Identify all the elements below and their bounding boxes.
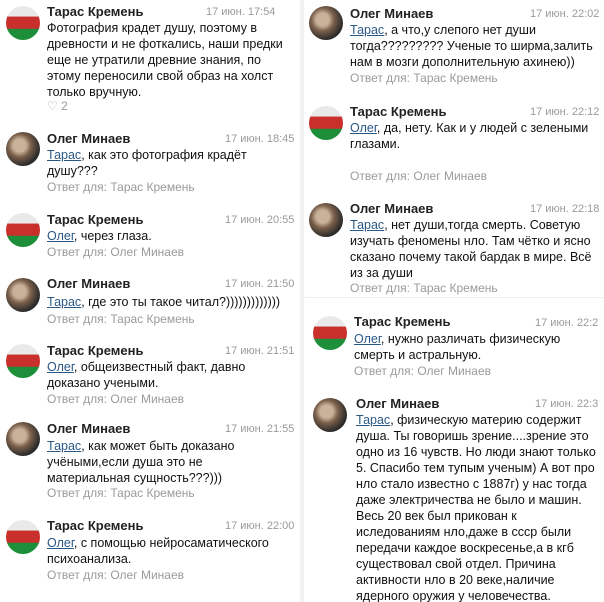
comment-text: Фотография крадет душу, поэтому в древности и не фоткались, наши предки еще не утратили древние знания, по этому переносили свой образ на холст только вручную. (47, 21, 283, 99)
comment-time: 17 июн. 22:12 (530, 106, 600, 118)
avatar[interactable] (313, 398, 347, 432)
comment-text: Олег, с помощью нейросаматического психоанализа. (47, 536, 269, 566)
comment-item (0, 337, 299, 411)
comment-item (305, 98, 604, 190)
comment-text: Олег, общеизвестный факт, давно доказано учеными. (47, 360, 246, 390)
reply-to[interactable]: Ответ для: Олег Минаев (354, 364, 491, 378)
mention-link[interactable]: Олег (47, 229, 74, 243)
comment-item (0, 206, 299, 264)
comment-time: 17 июн. 18:45 (225, 133, 295, 145)
heart-icon: ♡ (47, 99, 58, 113)
comment-author[interactable]: Олег Минаев (47, 131, 131, 146)
comment-item (0, 0, 299, 120)
mention-link[interactable]: Олег (350, 121, 377, 135)
reply-to[interactable]: Ответ для: Тарас Кремень (47, 486, 195, 500)
comment-time: 17 июн. 20:55 (225, 214, 295, 226)
comment-text: Олег, через глаза. (47, 229, 152, 243)
avatar[interactable] (309, 106, 343, 140)
avatar[interactable] (309, 203, 343, 237)
comment-text: Тарас, физическую материю содержит душа. Ты говоришь зрение....зрение это одно из 16 чувств. Но люди знают только 5. Спасибо тем тупым ученым) А вот про нло стало известно с 1887г) у нас тогда даже электричества не было и машин. Весь 20 век был прикован к иследованиям нло,даже в ссср были передачи каждое воскресенье,а в кгб существовал свой отдел. Причина активности нло в 20 веке,наличие ядерного оружия у человечества. (356, 413, 596, 602)
comment-author[interactable]: Олег Минаев (350, 6, 434, 21)
avatar[interactable] (6, 520, 40, 554)
avatar[interactable] (313, 316, 347, 350)
avatar[interactable] (6, 6, 40, 40)
comment-author[interactable]: Тарас Кремень (47, 212, 144, 227)
comment-time: 17 июн. 21:51 (225, 345, 295, 357)
comment-item (305, 196, 604, 298)
comment-text: Олег, да, нету. Как и у людей с зелеными глазами. (350, 121, 589, 151)
mention-link[interactable]: Олег (47, 536, 74, 550)
comment-author[interactable]: Олег Минаев (350, 201, 434, 216)
comment-time: 17 июн. 22:18 (530, 203, 600, 215)
mention-link[interactable]: Олег (47, 360, 74, 374)
like-counter[interactable] (47, 99, 68, 113)
comment-time: 17 июн. 22:02 (530, 8, 600, 20)
reply-to[interactable]: Ответ для: Олег Минаев (47, 392, 184, 406)
comment-author[interactable]: Олег Минаев (47, 276, 131, 291)
comment-time: 17 июн. 22:2 (535, 317, 599, 329)
avatar[interactable] (6, 278, 40, 312)
comment-item (0, 271, 299, 331)
reply-to[interactable]: Ответ для: Олег Минаев (350, 169, 487, 183)
section-separator (305, 297, 604, 298)
comment-author[interactable]: Тарас Кремень (47, 518, 144, 533)
comment-author[interactable]: Тарас Кремень (354, 314, 451, 329)
avatar[interactable] (6, 132, 40, 166)
reply-to[interactable]: Ответ для: Тарас Кремень (47, 180, 195, 194)
reply-to[interactable]: Ответ для: Тарас Кремень (350, 71, 498, 85)
comment-item (305, 392, 604, 602)
comment-time: 17 июн. 22:00 (225, 520, 295, 532)
comment-text: Тарас, как это фотография крадёт душу??? (47, 148, 247, 178)
comment-text: Олег, нужно различать физическую смерть и астральную. (354, 332, 561, 362)
mention-link[interactable]: Тарас (350, 23, 385, 37)
comment-item (0, 416, 299, 508)
avatar[interactable] (6, 344, 40, 378)
comment-item (0, 513, 299, 602)
comment-text: Тарас, а что,у слепого нет души тогда????????? Ученые то ширма,залить нам в мозги дополнительную ахинею)) (350, 23, 593, 69)
avatar[interactable] (6, 422, 40, 456)
mention-link[interactable]: Олег (354, 332, 381, 346)
comment-author[interactable]: Тарас Кремень (47, 343, 144, 358)
comment-text: Тарас, где это ты такое читал?))))))))))))) (47, 295, 281, 309)
comment-author[interactable]: Тарас Кремень (47, 4, 144, 19)
mention-link[interactable]: Тарас (356, 413, 391, 427)
comment-item (305, 308, 604, 386)
reply-to[interactable]: Ответ для: Олег Минаев (47, 568, 184, 582)
comment-time: 17 июн. 17:54 (206, 6, 276, 18)
left-comment-column (0, 0, 299, 602)
mention-link[interactable]: Тарас (350, 218, 385, 232)
mention-link[interactable]: Тарас (47, 295, 82, 309)
reply-to[interactable]: Ответ для: Олег Минаев (47, 245, 184, 259)
reply-to[interactable]: Ответ для: Тарас Кремень (350, 281, 498, 295)
comment-text: Тарас, нет души,тогда смерть. Советую изучать феномены нло. Там чётко и ясно сказано почему такой бардак в мире. Всё из за души (350, 218, 592, 280)
column-divider (300, 0, 304, 602)
reply-to[interactable]: Ответ для: Тарас Кремень (47, 312, 195, 326)
comment-author[interactable]: Тарас Кремень (350, 104, 447, 119)
comment-time: 17 июн. 21:50 (225, 278, 295, 290)
comment-author[interactable]: Олег Минаев (356, 396, 440, 411)
like-count: 2 (61, 99, 68, 113)
mention-link[interactable]: Тарас (47, 148, 82, 162)
avatar[interactable] (309, 6, 343, 40)
comment-item (0, 125, 299, 200)
right-comment-column (305, 0, 604, 602)
comment-text: Тарас, как может быть доказано учёными,если душа это не материальная сущность???))) (47, 439, 235, 485)
comment-item (305, 0, 604, 92)
comment-author[interactable]: Олег Минаев (47, 421, 131, 436)
mention-link[interactable]: Тарас (47, 439, 82, 453)
avatar[interactable] (6, 213, 40, 247)
comment-time: 17 июн. 22:3 (535, 398, 599, 410)
comment-time: 17 июн. 21:55 (225, 423, 295, 435)
